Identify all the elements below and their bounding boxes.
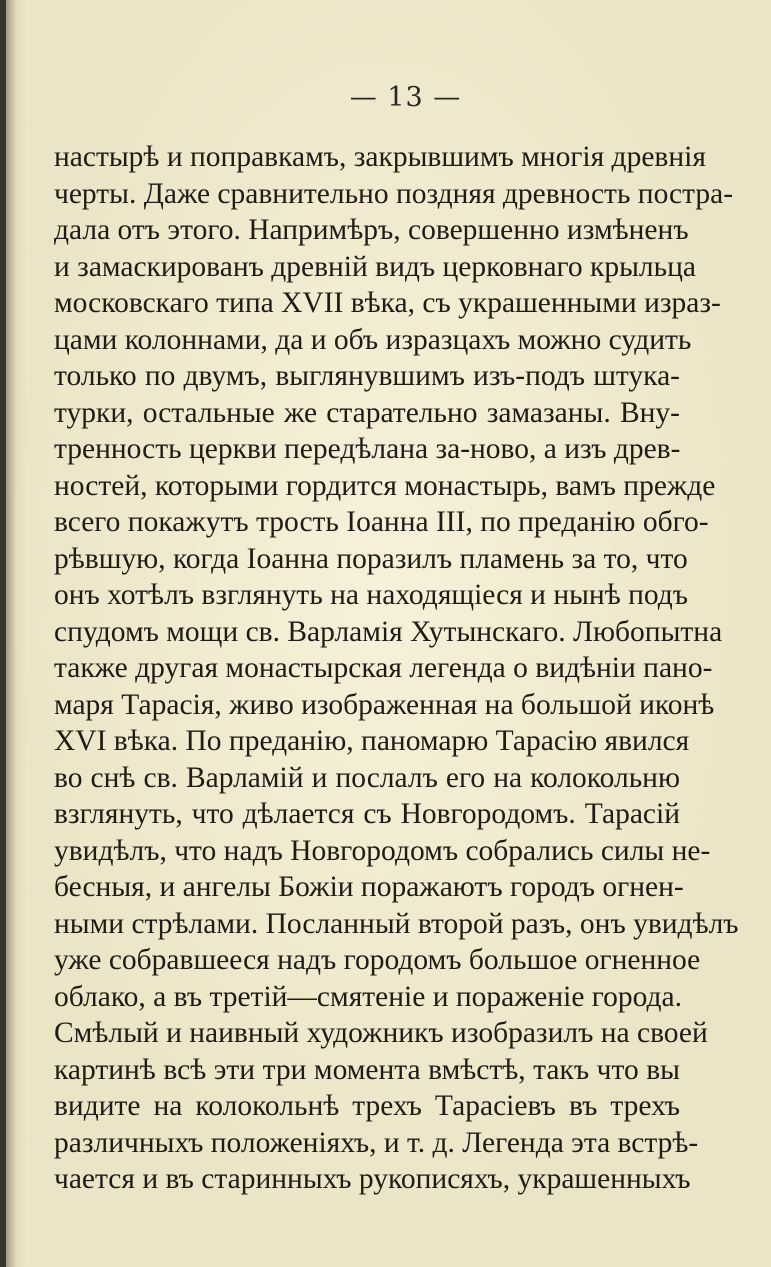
text-line: бесныя, и ангелы Божіи поражаютъ городъ огнен- bbox=[54, 871, 684, 903]
text-line: ностей, которыми гордится монастырь, вамъ прежде bbox=[54, 469, 716, 502]
text-line: Смѣлый и наивный художникъ изобразилъ на своей bbox=[54, 1017, 708, 1049]
text-line: черты. Даже сравнительно поздняя древность постра- bbox=[54, 177, 734, 210]
text-line: взглянуть, что дѣлается съ Новгородомъ. Тарасій bbox=[54, 798, 680, 830]
text-line: картинѣ всѣ эти три момента вмѣстѣ, такъ что вы bbox=[54, 1053, 680, 1086]
text-line: цами колоннами, да и объ изразцахъ можно судить bbox=[54, 323, 692, 356]
text-line: московскаго типа XVII вѣка, съ украшенными израз- bbox=[54, 287, 721, 319]
body-text bbox=[54, 139, 739, 1198]
text-line: различныхъ положеніяхъ, и т. д. Легенда эта встрѣ- bbox=[54, 1126, 699, 1159]
page-binding-shadow bbox=[6, 0, 16, 1267]
text-line: только по двумъ, выглянувшимъ изъ-подъ штука- bbox=[54, 360, 680, 392]
text-line: увидѣлъ, что надъ Новгородомъ собрались силы не- bbox=[54, 834, 711, 867]
text-line: облако, а въ третій—смятеніе и пораженіе города. bbox=[54, 980, 683, 1013]
text-line: маря Тарасія, живо изображенная на большой иконѣ bbox=[54, 688, 715, 721]
text-line: XVI вѣка. По преданію, паномарю Тарасію явился bbox=[54, 725, 690, 757]
text-line: во снѣ св. Варламій и послалъ его на колокольню bbox=[54, 761, 680, 794]
text-line: и замаскированъ древній видъ церковнаго крыльца bbox=[54, 250, 696, 283]
text-line: также другая монастырская легенда о видѣніи пано- bbox=[54, 652, 713, 684]
text-line: всего покажутъ трость Іоанна III, по преданію обго- bbox=[54, 506, 709, 538]
text-line: ными стрѣлами. Посланный второй разъ, онъ увидѣлъ bbox=[54, 907, 739, 940]
text-line: уже собравшееся надъ городомъ большое огненное bbox=[54, 944, 701, 976]
text-line: онъ хотѣлъ взглянуть на находящіеся и нынѣ подъ bbox=[54, 579, 689, 611]
text-line: спудомъ мощи св. Варламія Хутынскаго. Любопытна bbox=[54, 615, 723, 648]
text-line: тренность церкви передѣлана за-ново, а изъ древ- bbox=[54, 433, 681, 465]
text-line: чается и въ старинныхъ рукописяхъ, украшенныхъ bbox=[54, 1163, 691, 1195]
text-line: турки, остальные же старательно замазаны. Вну- bbox=[54, 396, 680, 429]
text-line: настырѣ и поправкамъ, закрывшимъ многія древнія bbox=[54, 141, 706, 173]
text-line: дала отъ этого. Напримѣръ, совершенно измѣненъ bbox=[54, 214, 689, 246]
text-line: рѣвшую, когда Іоанна поразилъ пламень за то, что bbox=[54, 542, 688, 575]
text-line: видите на колокольнѣ трехъ Тарасіевъ въ трехъ bbox=[54, 1090, 680, 1122]
page-number: — 13 — bbox=[349, 82, 462, 113]
